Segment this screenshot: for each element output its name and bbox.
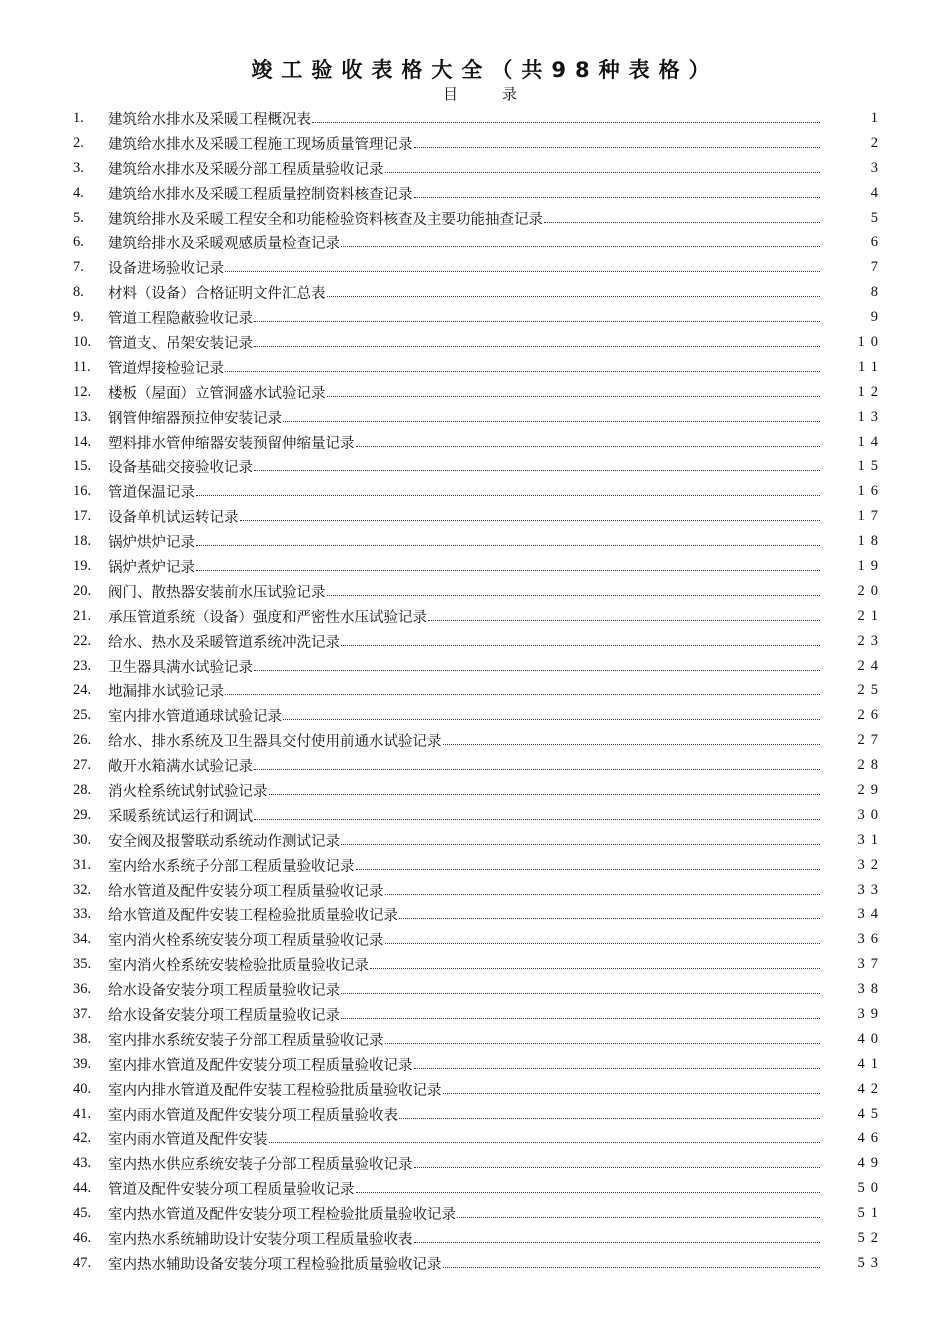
toc-entry-number: 34. (73, 931, 92, 948)
toc-entry-number: 45. (73, 1205, 92, 1222)
toc-entry-number: 15. (73, 458, 92, 475)
toc-entry-title[interactable]: 建筑给水排水及采暖分部工程质量验收记录 (108, 161, 384, 178)
toc-entry-title[interactable]: 室内消火栓系统安装检验批质量验收记录 (108, 958, 369, 975)
dot-leader (399, 1108, 820, 1119)
toc-entry-page: 13 (857, 408, 884, 425)
toc-entry-title[interactable]: 室内热水管道及配件安装分项工程检验批质量验收记录 (108, 1207, 456, 1224)
dot-leader (254, 759, 820, 770)
toc-entry-title[interactable]: 材料（设备）合格证明文件汇总表 (108, 286, 326, 303)
toc-entry-title[interactable]: 给水设备安装分项工程质量验收记录 (108, 1008, 340, 1024)
toc-entry-page: 12 (857, 383, 884, 400)
toc-entry[interactable] (73, 828, 884, 853)
toc-entry[interactable] (73, 305, 884, 330)
toc-entry[interactable] (73, 853, 884, 878)
toc-entry-title[interactable]: 室内热水辅助设备安装分项工程检验批质量验收记录 (108, 1256, 442, 1273)
toc-heading-char: 录 (502, 87, 518, 103)
toc-entry-number: 47. (73, 1254, 92, 1271)
toc-entry-number: 25. (73, 707, 92, 724)
toc-entry-page: 5 (870, 209, 884, 226)
toc-entry-page: 18 (857, 533, 884, 550)
toc-entry-title[interactable]: 给水、排水系统及卫生器具交付使用前通水试验记录 (108, 734, 442, 751)
toc-entry-page: 20 (857, 582, 884, 599)
toc-entry[interactable] (73, 1127, 884, 1152)
toc-entry[interactable] (73, 1176, 884, 1201)
toc-entry-title[interactable]: 管道焊接检验记录 (108, 360, 224, 377)
toc-entry-page: 34 (857, 906, 884, 923)
toc-entry-number: 14. (73, 433, 92, 450)
toc-entry-title[interactable]: 给水设备安装分项工程质量验收记录 (108, 983, 340, 1000)
toc-entry-title[interactable]: 钢管伸缩器预拉伸安装记录 (108, 410, 282, 427)
toc-entry-page: 46 (857, 1130, 884, 1147)
dot-leader (269, 1132, 821, 1143)
toc-entry-page: 45 (857, 1105, 884, 1122)
toc-entry[interactable] (73, 156, 884, 181)
toc-entry-title[interactable]: 室内热水系统辅助设计安装分项工程质量验收表 (108, 1232, 413, 1249)
toc-entry-page: 53 (857, 1254, 884, 1271)
toc-entry[interactable] (73, 952, 884, 977)
toc-entry-title[interactable]: 敞开水箱满水试验记录 (108, 759, 253, 776)
table-of-contents (73, 106, 884, 1276)
toc-entry-number: 39. (73, 1055, 92, 1072)
toc-entry-page: 32 (857, 856, 884, 873)
toc-entry-title[interactable]: 消火栓系统试射试验记录 (108, 783, 268, 800)
dot-leader (356, 436, 821, 447)
toc-entry-page: 9 (870, 309, 884, 326)
dot-leader (327, 585, 821, 596)
toc-entry-title[interactable]: 室内消火栓系统安装分项工程质量验收记录 (108, 933, 384, 950)
dot-leader (341, 236, 820, 247)
toc-entry-number: 42. (73, 1130, 92, 1147)
toc-entry-number: 37. (73, 1006, 92, 1022)
dot-leader (341, 834, 820, 845)
dot-leader (196, 535, 820, 546)
toc-entry-page: 28 (857, 757, 884, 774)
toc-entry-title[interactable]: 阀门、散热器安装前水压试验记录 (108, 584, 326, 601)
toc-entry-page: 39 (857, 1006, 884, 1022)
dot-leader (443, 1257, 821, 1268)
toc-entry-number: 41. (73, 1105, 92, 1122)
dot-leader (269, 784, 821, 795)
toc-entry-page: 6 (870, 234, 884, 251)
toc-entry-number: 40. (73, 1080, 92, 1097)
toc-entry[interactable] (73, 479, 884, 504)
toc-heading-char: 目 (442, 87, 458, 103)
dot-leader (196, 560, 820, 571)
toc-entry[interactable] (73, 753, 884, 778)
dot-leader (399, 908, 820, 919)
toc-entry-page: 11 (858, 358, 884, 375)
dot-leader (544, 212, 820, 223)
toc-entry-title[interactable]: 室内热水供应系统安装子分部工程质量验收记录 (108, 1157, 413, 1174)
toc-entry[interactable] (73, 1027, 884, 1052)
toc-entry-title[interactable]: 建筑给水排水及采暖工程质量控制资料核查记录 (108, 186, 413, 203)
toc-entry-title[interactable]: 建筑给水排水及采暖工程概况表 (108, 111, 311, 128)
toc-entry[interactable] (73, 1201, 884, 1226)
toc-entry-page: 25 (857, 682, 884, 699)
toc-entry-page: 52 (857, 1230, 884, 1247)
toc-entry[interactable] (73, 903, 884, 928)
toc-entry-number: 30. (73, 831, 92, 848)
toc-entry-page: 2 (870, 134, 884, 151)
toc-entry-number: 21. (73, 607, 92, 624)
toc-entry-number: 20. (73, 582, 92, 599)
toc-heading (0, 83, 950, 104)
toc-entry-page: 51 (857, 1205, 884, 1222)
toc-entry-title[interactable]: 地漏排水试验记录 (108, 684, 224, 701)
toc-entry-number: 19. (73, 557, 92, 574)
toc-entry[interactable] (73, 1052, 884, 1077)
dot-leader (428, 610, 820, 621)
toc-entry-title[interactable]: 楼板（屋面）立管洞盛水试验记录 (108, 385, 326, 402)
toc-entry-title[interactable]: 室内雨水管道及配件安装 (108, 1132, 268, 1149)
toc-entry-number: 29. (73, 806, 92, 823)
toc-entry[interactable] (73, 255, 884, 280)
dot-leader (283, 709, 820, 720)
toc-entry[interactable] (73, 380, 884, 405)
dot-leader (457, 1207, 820, 1218)
toc-entry-number: 8. (73, 284, 84, 301)
toc-entry-title[interactable]: 给水、热水及采暖管道系统冲洗记录 (108, 634, 340, 651)
toc-entry-page: 41 (857, 1055, 884, 1072)
toc-entry[interactable] (73, 280, 884, 305)
dot-leader (196, 485, 820, 496)
toc-entry-title[interactable]: 管道工程隐蔽验收记录 (108, 311, 253, 328)
toc-entry[interactable] (73, 529, 884, 554)
toc-entry-number: 27. (73, 757, 92, 774)
toc-entry-number: 32. (73, 881, 92, 898)
toc-entry-title[interactable]: 锅炉烘炉记录 (108, 535, 195, 552)
dot-leader (327, 386, 821, 397)
toc-entry-title[interactable]: 室内排水管道通球试验记录 (108, 709, 282, 726)
dot-leader (385, 1033, 821, 1044)
toc-entry-title[interactable]: 建筑给排水及采暖观感质量检查记录 (108, 236, 340, 253)
toc-entry-number: 33. (73, 906, 92, 923)
toc-entry-number: 12. (73, 383, 92, 400)
toc-entry-number: 11. (73, 358, 91, 375)
toc-entry-page: 33 (857, 881, 884, 898)
toc-entry[interactable] (73, 703, 884, 728)
dot-leader (414, 187, 821, 198)
toc-entry-page: 21 (857, 607, 884, 624)
toc-entry[interactable] (73, 230, 884, 255)
toc-entry-number: 31. (73, 856, 92, 873)
toc-entry[interactable] (73, 504, 884, 529)
toc-entry[interactable] (73, 654, 884, 679)
toc-entry[interactable] (73, 1251, 884, 1276)
toc-entry-page: 27 (857, 732, 884, 749)
toc-entry-number: 6. (73, 234, 84, 251)
toc-entry-page: 8 (870, 284, 884, 301)
toc-entry-number: 18. (73, 533, 92, 550)
dot-leader (443, 734, 821, 745)
toc-entry-number: 26. (73, 732, 92, 749)
toc-entry-title[interactable]: 给水管道及配件安装工程检验批质量验收记录 (108, 908, 398, 925)
toc-entry-title[interactable]: 室内给水系统子分部工程质量验收记录 (108, 858, 355, 875)
dot-leader (385, 933, 821, 944)
dot-leader (283, 411, 820, 422)
toc-entry-number: 13. (73, 408, 92, 425)
toc-entry[interactable] (73, 330, 884, 355)
toc-entry[interactable] (73, 778, 884, 803)
toc-entry-number: 4. (73, 184, 84, 201)
toc-entry-title[interactable]: 管道保温记录 (108, 485, 195, 502)
toc-entry-title[interactable]: 卫生器具满水试验记录 (108, 659, 253, 676)
toc-entry-page: 14 (857, 433, 884, 450)
dot-leader (443, 1083, 821, 1094)
toc-entry[interactable] (73, 181, 884, 206)
toc-entry-page: 23 (857, 632, 884, 649)
toc-entry-title[interactable]: 室内雨水管道及配件安装分项工程质量验收表 (108, 1107, 398, 1124)
toc-entry-title[interactable]: 承压管道系统（设备）强度和严密性水压试验记录 (108, 609, 427, 626)
toc-entry-number: 36. (73, 981, 92, 998)
toc-entry-number: 7. (73, 259, 84, 276)
toc-entry-page: 3 (870, 159, 884, 176)
toc-entry-number: 9. (73, 309, 84, 326)
dot-leader (414, 1157, 821, 1168)
toc-entry-page: 19 (857, 557, 884, 574)
toc-entry[interactable] (73, 131, 884, 156)
toc-entry-title[interactable]: 室内内排水管道及配件安装工程检验批质量验收记录 (108, 1082, 442, 1099)
toc-entry-number: 10. (73, 333, 92, 350)
toc-entry-page: 26 (857, 707, 884, 724)
toc-entry[interactable] (73, 454, 884, 479)
toc-entry-page: 24 (857, 657, 884, 674)
dot-leader (225, 684, 820, 695)
toc-entry-page: 37 (857, 956, 884, 973)
toc-entry-title[interactable]: 管道及配件安装分项工程质量验收记录 (108, 1182, 355, 1199)
toc-entry-number: 23. (73, 657, 92, 674)
toc-entry[interactable] (73, 678, 884, 703)
toc-entry-page: 42 (857, 1080, 884, 1097)
toc-entry[interactable] (73, 629, 884, 654)
toc-entry-title[interactable]: 锅炉煮炉记录 (108, 559, 195, 576)
dot-leader (254, 336, 820, 347)
dot-leader (414, 1058, 821, 1069)
toc-entry-page: 38 (857, 981, 884, 998)
toc-entry[interactable] (73, 106, 884, 131)
toc-entry[interactable] (73, 579, 884, 604)
toc-entry-title[interactable]: 设备单机试运转记录 (108, 510, 239, 527)
toc-entry-title[interactable]: 室内排水管道及配件安装分项工程质量验收记录 (108, 1057, 413, 1074)
toc-entry-number: 2. (73, 134, 84, 151)
toc-entry-number: 24. (73, 682, 92, 699)
toc-entry-number: 38. (73, 1030, 92, 1047)
toc-entry-number: 3. (73, 159, 84, 176)
toc-entry-page: 7 (870, 259, 884, 276)
toc-entry-page: 17 (857, 508, 884, 525)
toc-entry-number: 17. (73, 508, 92, 525)
toc-entry-title[interactable]: 建筑给水排水及采暖工程施工现场质量管理记录 (108, 136, 413, 153)
toc-entry[interactable] (73, 728, 884, 753)
toc-entry-page: 40 (857, 1030, 884, 1047)
dot-leader (327, 286, 821, 297)
dot-leader (370, 958, 820, 969)
document-title: 竣工验收表格大全（共98种表格） (251, 58, 719, 82)
toc-entry-page: 50 (857, 1180, 884, 1197)
toc-entry-title[interactable]: 给水管道及配件安装分项工程质量验收记录 (108, 883, 384, 900)
toc-entry-number: 46. (73, 1230, 92, 1247)
toc-entry-title[interactable]: 室内排水系统安装子分部工程质量验收记录 (108, 1032, 384, 1049)
toc-entry[interactable] (73, 1002, 884, 1027)
dot-leader (414, 1232, 821, 1243)
toc-entry[interactable] (73, 355, 884, 380)
dot-leader (414, 137, 821, 148)
toc-entry-page: 31 (857, 831, 884, 848)
dot-leader (254, 809, 820, 820)
dot-leader (341, 983, 820, 994)
toc-entry[interactable] (73, 977, 884, 1002)
dot-leader (254, 311, 820, 322)
toc-entry[interactable] (73, 405, 884, 430)
dot-leader (356, 1182, 821, 1193)
dot-leader (356, 859, 821, 870)
dot-leader (341, 1008, 820, 1019)
toc-entry-number: 44. (73, 1180, 92, 1197)
toc-entry-title[interactable]: 建筑给排水及采暖工程安全和功能检验资料核查及主要功能抽查记录 (108, 211, 543, 228)
dot-leader (385, 162, 821, 173)
toc-entry[interactable] (73, 1151, 884, 1176)
toc-entry[interactable] (73, 554, 884, 579)
toc-entry[interactable] (73, 878, 884, 903)
toc-entry-page: 4 (870, 184, 884, 201)
toc-entry-title[interactable]: 设备进场验收记录 (108, 261, 224, 278)
dot-leader (385, 884, 821, 895)
toc-entry-page: 29 (857, 781, 884, 798)
toc-entry-number: 28. (73, 781, 92, 798)
toc-entry[interactable] (73, 927, 884, 952)
toc-entry-page: 10 (857, 333, 884, 350)
toc-entry-page: 30 (857, 806, 884, 823)
toc-entry-title[interactable]: 安全阀及报警联动系统动作测试记录 (108, 833, 340, 850)
toc-entry-number: 43. (73, 1155, 92, 1172)
toc-entry[interactable] (73, 430, 884, 455)
toc-entry-title[interactable]: 塑料排水管伸缩器安装预留伸缩量记录 (108, 435, 355, 452)
toc-entry-number: 5. (73, 209, 84, 226)
toc-entry[interactable] (73, 803, 884, 828)
toc-entry-number: 35. (73, 956, 92, 973)
toc-entry-page: 49 (857, 1155, 884, 1172)
toc-entry[interactable] (73, 604, 884, 629)
toc-entry-page: 1 (870, 109, 884, 126)
dot-leader (225, 361, 820, 372)
toc-entry-number: 16. (73, 483, 92, 500)
dot-leader (341, 635, 820, 646)
dot-leader (254, 660, 820, 671)
dot-leader (225, 261, 820, 272)
toc-entry-title[interactable]: 采暖系统试运行和调试 (108, 808, 253, 825)
toc-entry-number: 22. (73, 632, 92, 649)
toc-entry[interactable] (73, 1077, 884, 1102)
toc-entry-title[interactable]: 设备基础交接验收记录 (108, 460, 253, 477)
dot-leader (240, 510, 821, 521)
toc-entry[interactable] (73, 1102, 884, 1127)
toc-entry-title[interactable]: 管道支、吊架安装记录 (108, 335, 253, 352)
toc-entry-number: 1. (73, 109, 84, 126)
dot-leader (312, 112, 820, 123)
toc-entry-page: 36 (857, 931, 884, 948)
toc-entry-page: 16 (857, 483, 884, 500)
toc-entry[interactable] (73, 1226, 884, 1251)
toc-entry[interactable] (73, 206, 884, 231)
toc-entry-page: 15 (857, 458, 884, 475)
dot-leader (254, 460, 820, 471)
